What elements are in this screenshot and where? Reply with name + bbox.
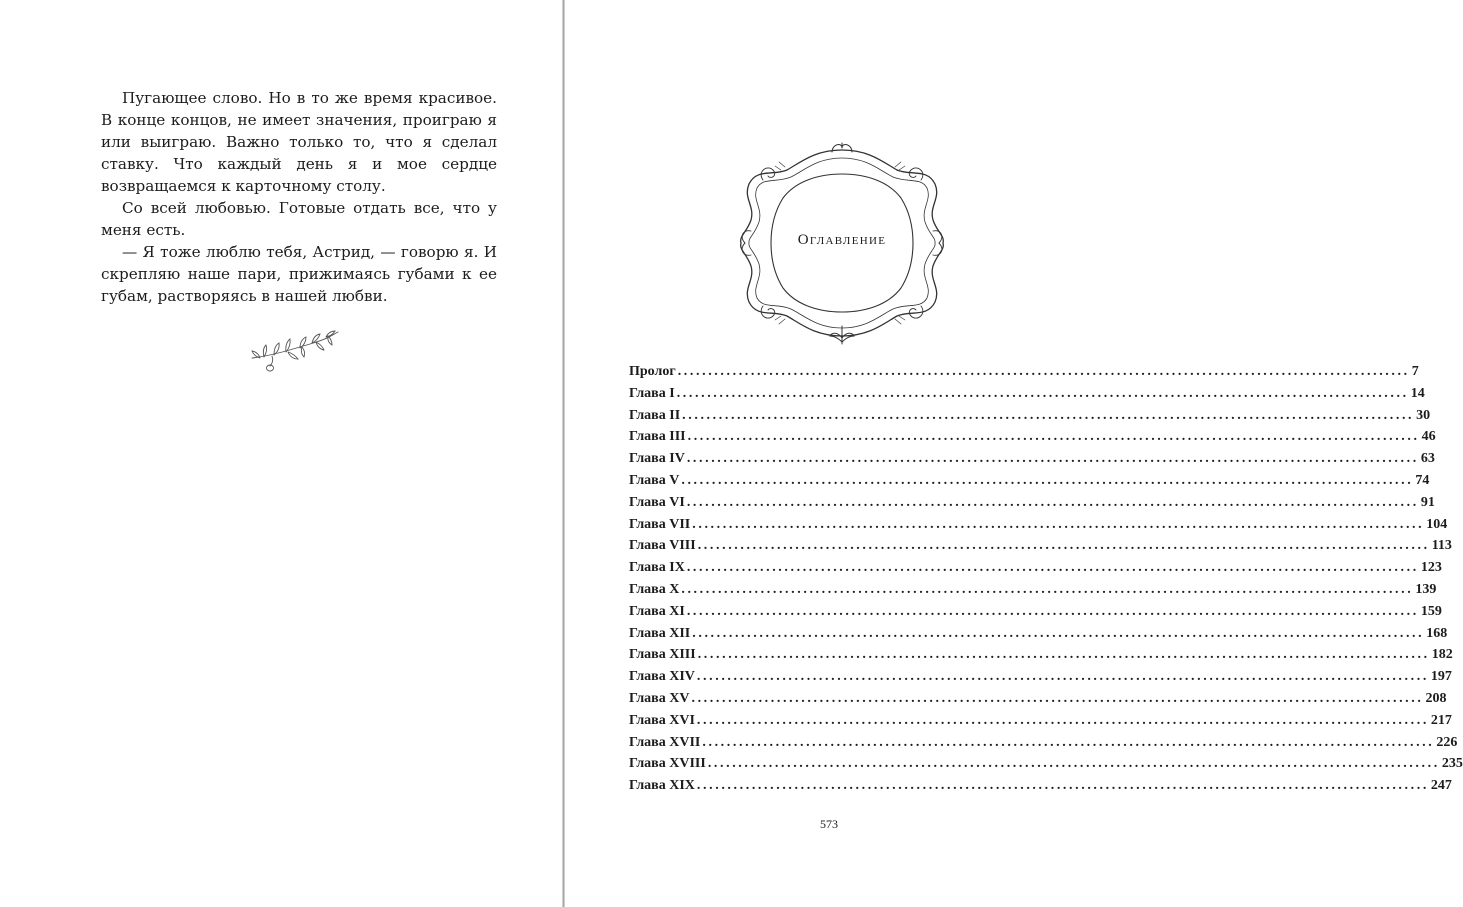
toc-entry-page: 182 <box>1431 647 1453 663</box>
toc-leader-dots: ........................................................................................................................ <box>681 581 1414 597</box>
toc-entry-label: Глава XII <box>629 625 691 641</box>
toc-entry-label: Глава VIII <box>629 538 696 554</box>
toc-entry-label: Глава XVIII <box>629 756 706 772</box>
toc-entry-page: 63 <box>1420 451 1435 467</box>
toc-entry-page: 139 <box>1415 581 1437 597</box>
toc-entry-label: Глава VI <box>629 494 685 510</box>
toc-entry-page: 159 <box>1420 603 1442 619</box>
toc-leader-dots: ........................................................................................................................ <box>696 669 1429 685</box>
toc-entry-page: 46 <box>1421 429 1436 445</box>
toc-entry-label: Глава III <box>629 429 686 445</box>
toc-entry-label: Глава XVII <box>629 734 701 750</box>
toc-leader-dots: ........................................................................................................................ <box>692 516 1425 532</box>
toc-entry-page: 197 <box>1430 669 1452 685</box>
toc-entry <box>629 732 1458 754</box>
paragraph: — Я тоже люблю тебя, Астрид, — говорю я. И скрепляю наше пари, прижимаясь губами к ее губам, растворяясь в нашей любви. <box>101 243 497 305</box>
toc-entry <box>629 535 1452 557</box>
toc-entry-label: Глава I <box>629 385 675 401</box>
toc-entry-label: Глава XIV <box>629 669 695 685</box>
toc-entry <box>629 361 1419 383</box>
leafy-sprig-icon <box>250 328 340 374</box>
toc-leader-dots: ........................................................................................................................ <box>676 385 1409 401</box>
toc-leader-dots: ........................................................................................................................ <box>686 494 1419 510</box>
toc-entry-label: Глава XIII <box>629 647 696 663</box>
toc-entry-page: 113 <box>1431 538 1452 554</box>
toc-entry-label: Пролог <box>629 364 676 379</box>
toc-entry <box>629 775 1452 797</box>
toc-leader-dots: ........................................................................................................................ <box>707 756 1440 772</box>
toc-entry-label: Глава XIX <box>629 778 695 794</box>
toc-entry-label: Глава XVI <box>629 712 695 728</box>
toc-entry-label: Глава IV <box>629 451 685 467</box>
toc-title: Оглавление <box>797 232 887 248</box>
right-page <box>565 0 1463 907</box>
toc-leader-dots: ........................................................................................................................ <box>697 647 1430 663</box>
toc-entry-label: Глава XV <box>629 690 690 706</box>
toc-leader-dots: ........................................................................................................................ <box>691 690 1424 706</box>
toc-leader-dots: ........................................................................................................................ <box>692 625 1425 641</box>
toc-leader-dots: ........................................................................................................................ <box>686 451 1419 467</box>
toc-entry <box>629 623 1448 645</box>
toc-leader-dots: ........................................................................................................................ <box>687 429 1420 445</box>
toc-entry <box>629 383 1425 405</box>
toc-entry-page: 208 <box>1425 690 1447 706</box>
toc-entry-label: Глава X <box>629 581 680 597</box>
toc-entry-page: 168 <box>1426 625 1448 641</box>
paragraph: Со всей любовью. Готовые отдать все, что у меня есть. <box>101 199 497 239</box>
toc-entry-page: 235 <box>1441 756 1463 772</box>
toc-leader-dots: ........................................................................................................................ <box>677 364 1410 379</box>
toc-entry <box>629 470 1430 492</box>
paragraph: Пугающее слово. Но в то же время красивое. В конце концов, не имеет значения, проиграю я или выиграю. Важно только то, что я сделал ставку. Что каждый день я и мое сердце возвращаемся к карточному столу. <box>101 89 497 195</box>
toc-entry-label: Глава VII <box>629 516 691 532</box>
toc-entry-page: 247 <box>1430 778 1452 794</box>
toc-leader-dots: ........................................................................................................................ <box>696 712 1429 728</box>
toc-entry <box>629 688 1447 710</box>
toc-entry <box>629 448 1435 470</box>
toc-entry <box>629 557 1442 579</box>
toc-entry-page: 104 <box>1426 516 1448 532</box>
left-page <box>0 0 562 907</box>
toc-entry-label: Глава II <box>629 407 681 423</box>
page-number: 573 <box>820 817 838 831</box>
toc-entry-label: Глава XI <box>629 603 685 619</box>
toc-entry-page: 217 <box>1430 712 1452 728</box>
toc-entry-page: 30 <box>1416 407 1431 423</box>
toc-leader-dots: ........................................................................................................................ <box>681 472 1414 488</box>
toc-entry-page: 91 <box>1420 494 1435 510</box>
toc-entry-page: 123 <box>1420 560 1442 576</box>
toc-entry <box>629 666 1452 688</box>
toc-entry-label: Глава IX <box>629 560 685 576</box>
toc-entry-page: 7 <box>1411 364 1419 379</box>
toc-entry <box>629 405 1431 427</box>
toc-leader-dots: ........................................................................................................................ <box>697 538 1430 554</box>
toc-entry <box>629 710 1452 732</box>
toc-entry <box>629 426 1436 448</box>
toc-leader-dots: ........................................................................................................................ <box>686 560 1419 576</box>
body-text <box>101 87 497 307</box>
toc-entry <box>629 492 1435 514</box>
toc-leader-dots: ........................................................................................................................ <box>696 778 1429 794</box>
toc-entry <box>629 644 1453 666</box>
toc-leader-dots: ........................................................................................................................ <box>682 407 1415 423</box>
table-of-contents <box>629 361 1463 797</box>
toc-leader-dots: ........................................................................................................................ <box>686 603 1419 619</box>
toc-entry <box>629 514 1448 536</box>
toc-entry-page: 14 <box>1410 385 1425 401</box>
toc-entry-page: 226 <box>1436 734 1458 750</box>
toc-entry-label: Глава V <box>629 472 680 488</box>
toc-entry <box>629 601 1442 623</box>
toc-entry-page: 74 <box>1415 472 1430 488</box>
toc-entry <box>629 753 1463 775</box>
toc-leader-dots: ........................................................................................................................ <box>702 734 1435 750</box>
toc-entry <box>629 579 1437 601</box>
